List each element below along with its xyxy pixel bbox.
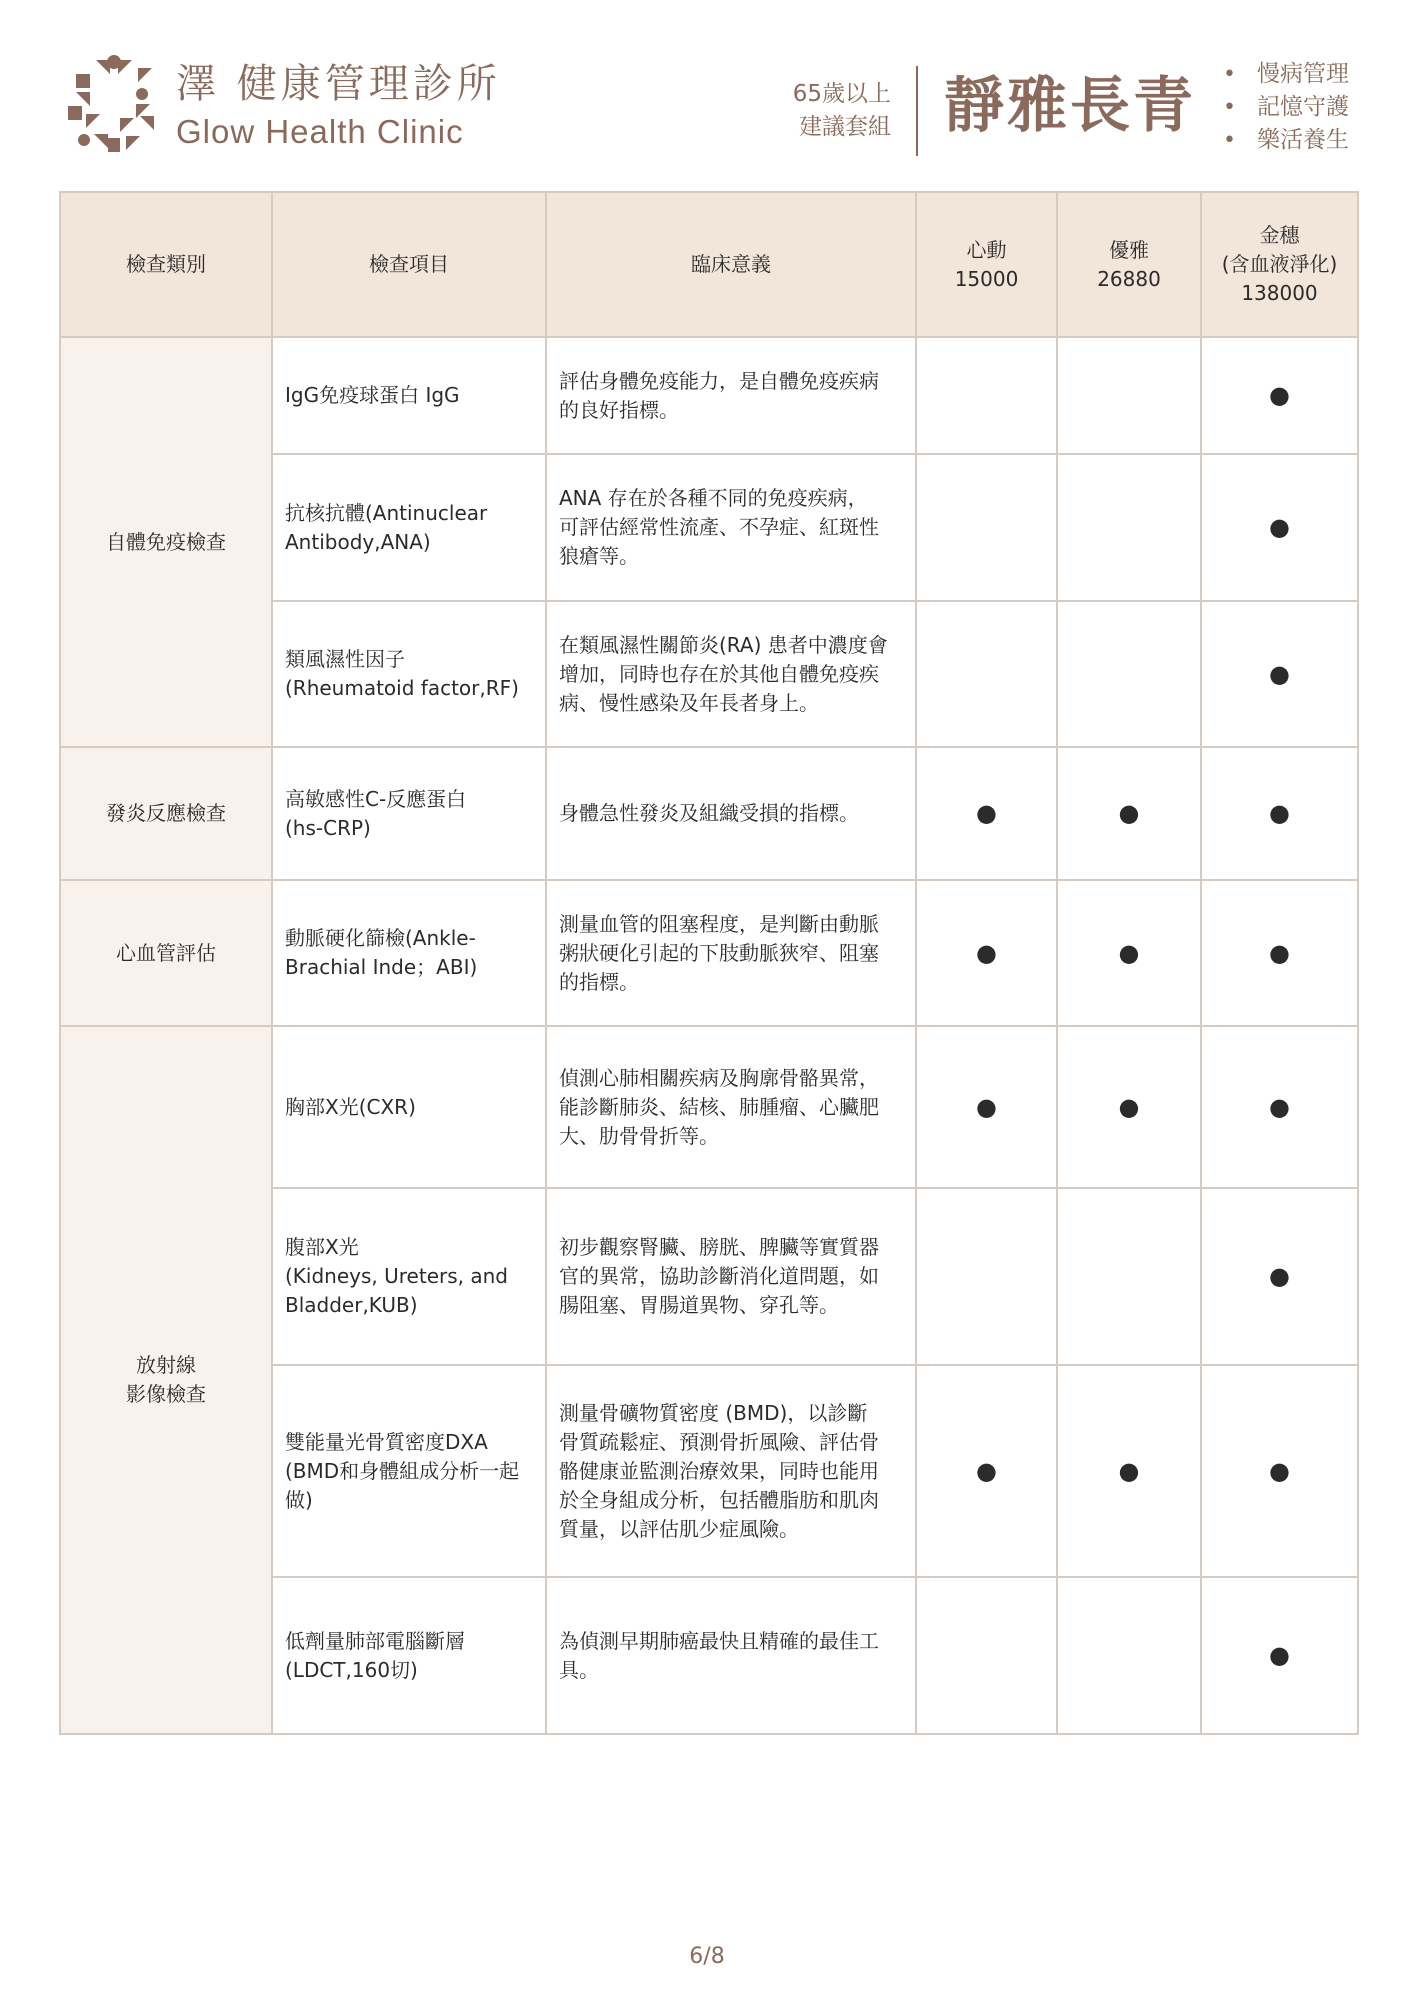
item-name: Antibody,ANA): [285, 529, 431, 554]
item-name: 動脈硬化篩檢(Ankle-: [285, 926, 476, 950]
table-row: [60, 747, 1358, 880]
meaning-text: 骨質疏鬆症、預測骨折風險、評估骨: [559, 1429, 879, 1454]
plan-price: 26880: [1097, 266, 1161, 291]
category-cell: [60, 1026, 272, 1734]
meaning-text: 的指標。: [559, 969, 639, 994]
meaning-text: 於全身組成分析，包括體脂肪和肌肉: [559, 1487, 879, 1512]
plan-name: 優雅: [1109, 237, 1149, 262]
age-range: 65歲以上: [792, 81, 891, 107]
plan-mark-xindong: [916, 601, 1057, 747]
plan-mark-youya: [1057, 337, 1201, 454]
page-number: 6/8: [689, 1944, 725, 1969]
plan-mark-youya: [1057, 454, 1201, 601]
meaning-text: 初步觀察腎臟、膀胱、脾臟等實質器: [559, 1235, 879, 1259]
plan-name: 心動: [966, 237, 1007, 262]
meaning-text: 測量血管的阻塞程度，是判斷由動脈: [559, 911, 879, 936]
item-cell: [272, 601, 546, 747]
header-divider: [916, 66, 918, 156]
meaning-text: 能診斷肺炎、結核、肺腫瘤、心臟肥: [559, 1094, 879, 1119]
plan-mark-youya: ●: [1057, 880, 1201, 1026]
meaning-cell: [546, 1577, 916, 1734]
item-name: Bladder,KUB): [285, 1293, 418, 1317]
meaning-text: 為偵測早期肺癌最快且精確的最佳工: [559, 1628, 879, 1653]
meaning-text: 官的異常，協助診斷消化道問題，如: [559, 1264, 879, 1288]
plan-mark-xindong: ●: [916, 1026, 1057, 1188]
table-row: [60, 1026, 1358, 1188]
category-label: 心血管評估: [116, 940, 216, 965]
feature-item: • 記憶守護: [1223, 91, 1349, 124]
meaning-text: 評估身體免疫能力，是自體免疫疾病: [559, 368, 879, 393]
clinic-brand: [176, 58, 501, 154]
package-feature-list: [1223, 58, 1349, 157]
meaning-text: 狼瘡等。: [559, 544, 639, 568]
meaning-text: 在類風濕性關節炎(RA) 患者中濃度會: [559, 632, 888, 657]
item-name: (Kidneys, Ureters, and: [285, 1264, 508, 1288]
category-cell: [60, 747, 272, 880]
meaning-text: 腸阻塞、胃腸道異物、穿孔等。: [559, 1293, 839, 1317]
category-label: 影像檢查: [126, 1382, 206, 1406]
item-cell: [272, 880, 546, 1026]
plan-mark-jinsui: ●: [1201, 1188, 1358, 1365]
category-cell: [60, 337, 272, 747]
meaning-text: 可評估經常性流產、不孕症、紅斑性: [559, 515, 879, 539]
plan-mark-jinsui: ●: [1201, 601, 1358, 747]
plan-mark-youya: [1057, 601, 1201, 747]
header-plan-youya: [1057, 192, 1201, 337]
meaning-text: 測量骨礦物質密度 (BMD)，以診斷: [559, 1400, 868, 1425]
meaning-text: 質量，以評估肌少症風險。: [559, 1516, 799, 1541]
item-name: (LDCT,160切): [285, 1657, 418, 1682]
plan-mark-xindong: ●: [916, 747, 1057, 880]
clinic-name-english: Glow Health Clinic: [176, 113, 464, 150]
clinic-name-chinese: 澤 健康管理診所: [176, 61, 501, 107]
category-label: 發炎反應檢查: [106, 801, 226, 825]
category-label: 放射線: [136, 1353, 196, 1377]
meaning-cell: [546, 1188, 916, 1365]
meaning-cell: [546, 747, 916, 880]
item-cell: [272, 1577, 546, 1734]
checkup-table: [59, 191, 1359, 1735]
plan-mark-xindong: ●: [916, 880, 1057, 1026]
meaning-cell: [546, 880, 916, 1026]
clinic-logo-icon: [66, 54, 162, 154]
item-name: 類風濕性因子: [285, 647, 405, 671]
meaning-text: 具。: [559, 1657, 599, 1682]
plan-mark-xindong: ●: [916, 1365, 1057, 1577]
item-cell: [272, 337, 546, 454]
item-name: 胸部X光(CXR): [285, 1094, 416, 1119]
plan-price: 138000: [1241, 281, 1318, 305]
plan-mark-jinsui: ●: [1201, 1577, 1358, 1734]
header-plan-jinsui: [1201, 192, 1358, 337]
category-cell: [60, 880, 272, 1026]
plan-name: 金穗: [1259, 223, 1300, 247]
item-name: 腹部X光: [285, 1235, 359, 1259]
item-cell: [272, 1188, 546, 1365]
item-name: 低劑量肺部電腦斷層: [285, 1628, 465, 1653]
item-name: IgG免疫球蛋白 IgG: [285, 383, 460, 407]
meaning-text: 骼健康並監測治療效果，同時也能用: [559, 1458, 879, 1483]
plan-mark-jinsui: ●: [1201, 337, 1358, 454]
meaning-cell: [546, 1026, 916, 1188]
meaning-text: ANA 存在於各種不同的免疫疾病，: [559, 486, 868, 510]
header-category: 檢查類別: [60, 192, 272, 337]
meaning-text: 病、慢性感染及年長者身上。: [559, 690, 819, 715]
plan-note: (含血液淨化): [1221, 252, 1338, 276]
item-cell: [272, 1026, 546, 1188]
package-title: 靜雅長青: [944, 71, 1196, 141]
header-meaning: 臨床意義: [546, 192, 916, 337]
item-name: 做): [285, 1487, 313, 1512]
plan-mark-jinsui: ●: [1201, 1365, 1358, 1577]
plan-mark-xindong: [916, 1577, 1057, 1734]
meaning-text: 大、肋骨骨折等。: [559, 1123, 719, 1148]
plan-mark-jinsui: ●: [1201, 747, 1358, 880]
table-header-row: [60, 192, 1358, 337]
item-name: 雙能量光骨質密度DXA: [285, 1429, 488, 1454]
item-name: (BMD和身體組成分析一起: [285, 1458, 520, 1483]
plan-mark-jinsui: ●: [1201, 1026, 1358, 1188]
plan-mark-xindong: [916, 337, 1057, 454]
plan-mark-xindong: [916, 1188, 1057, 1365]
plan-mark-youya: ●: [1057, 1026, 1201, 1188]
plan-mark-youya: [1057, 1188, 1201, 1365]
item-name: 高敏感性C-反應蛋白: [285, 786, 467, 811]
meaning-text: 增加，同時也存在於其他自體免疫疾: [559, 661, 879, 686]
item-name: Brachial Inde；ABI): [285, 955, 478, 979]
item-name: (Rheumatoid factor,RF): [285, 676, 519, 700]
meaning-text: 粥狀硬化引起的下肢動脈狹窄、阻塞: [559, 940, 879, 965]
header-item: 檢查項目: [272, 192, 546, 337]
meaning-cell: [546, 1365, 916, 1577]
item-name: (hs-CRP): [285, 815, 371, 840]
category-label: 自體免疫檢查: [106, 529, 226, 554]
plan-mark-youya: ●: [1057, 747, 1201, 880]
meaning-cell: [546, 454, 916, 601]
plan-mark-youya: ●: [1057, 1365, 1201, 1577]
table-row: [60, 337, 1358, 454]
item-name: 抗核抗體(Antinuclear: [285, 500, 488, 525]
meaning-cell: [546, 601, 916, 747]
plan-mark-xindong: [916, 454, 1057, 601]
meaning-cell: [546, 337, 916, 454]
age-recommendation: [793, 78, 891, 144]
meaning-text: 偵測心肺相關疾病及胸廓骨骼異常，: [559, 1065, 879, 1090]
table-row: [60, 880, 1358, 1026]
plan-mark-youya: [1057, 1577, 1201, 1734]
plan-price: 15000: [954, 266, 1019, 291]
plan-mark-jinsui: ●: [1201, 880, 1358, 1026]
feature-item: • 慢病管理: [1223, 58, 1349, 91]
header-plan-xindong: [916, 192, 1057, 337]
item-cell: [272, 1365, 546, 1577]
item-cell: [272, 454, 546, 601]
meaning-text: 的良好指標。: [559, 397, 679, 422]
recommended-package-label: 建議套組: [799, 114, 891, 140]
plan-mark-jinsui: ●: [1201, 454, 1358, 601]
item-cell: [272, 747, 546, 880]
feature-item: • 樂活養生: [1223, 124, 1349, 157]
meaning-text: 身體急性發炎及組織受損的指標。: [559, 801, 859, 825]
